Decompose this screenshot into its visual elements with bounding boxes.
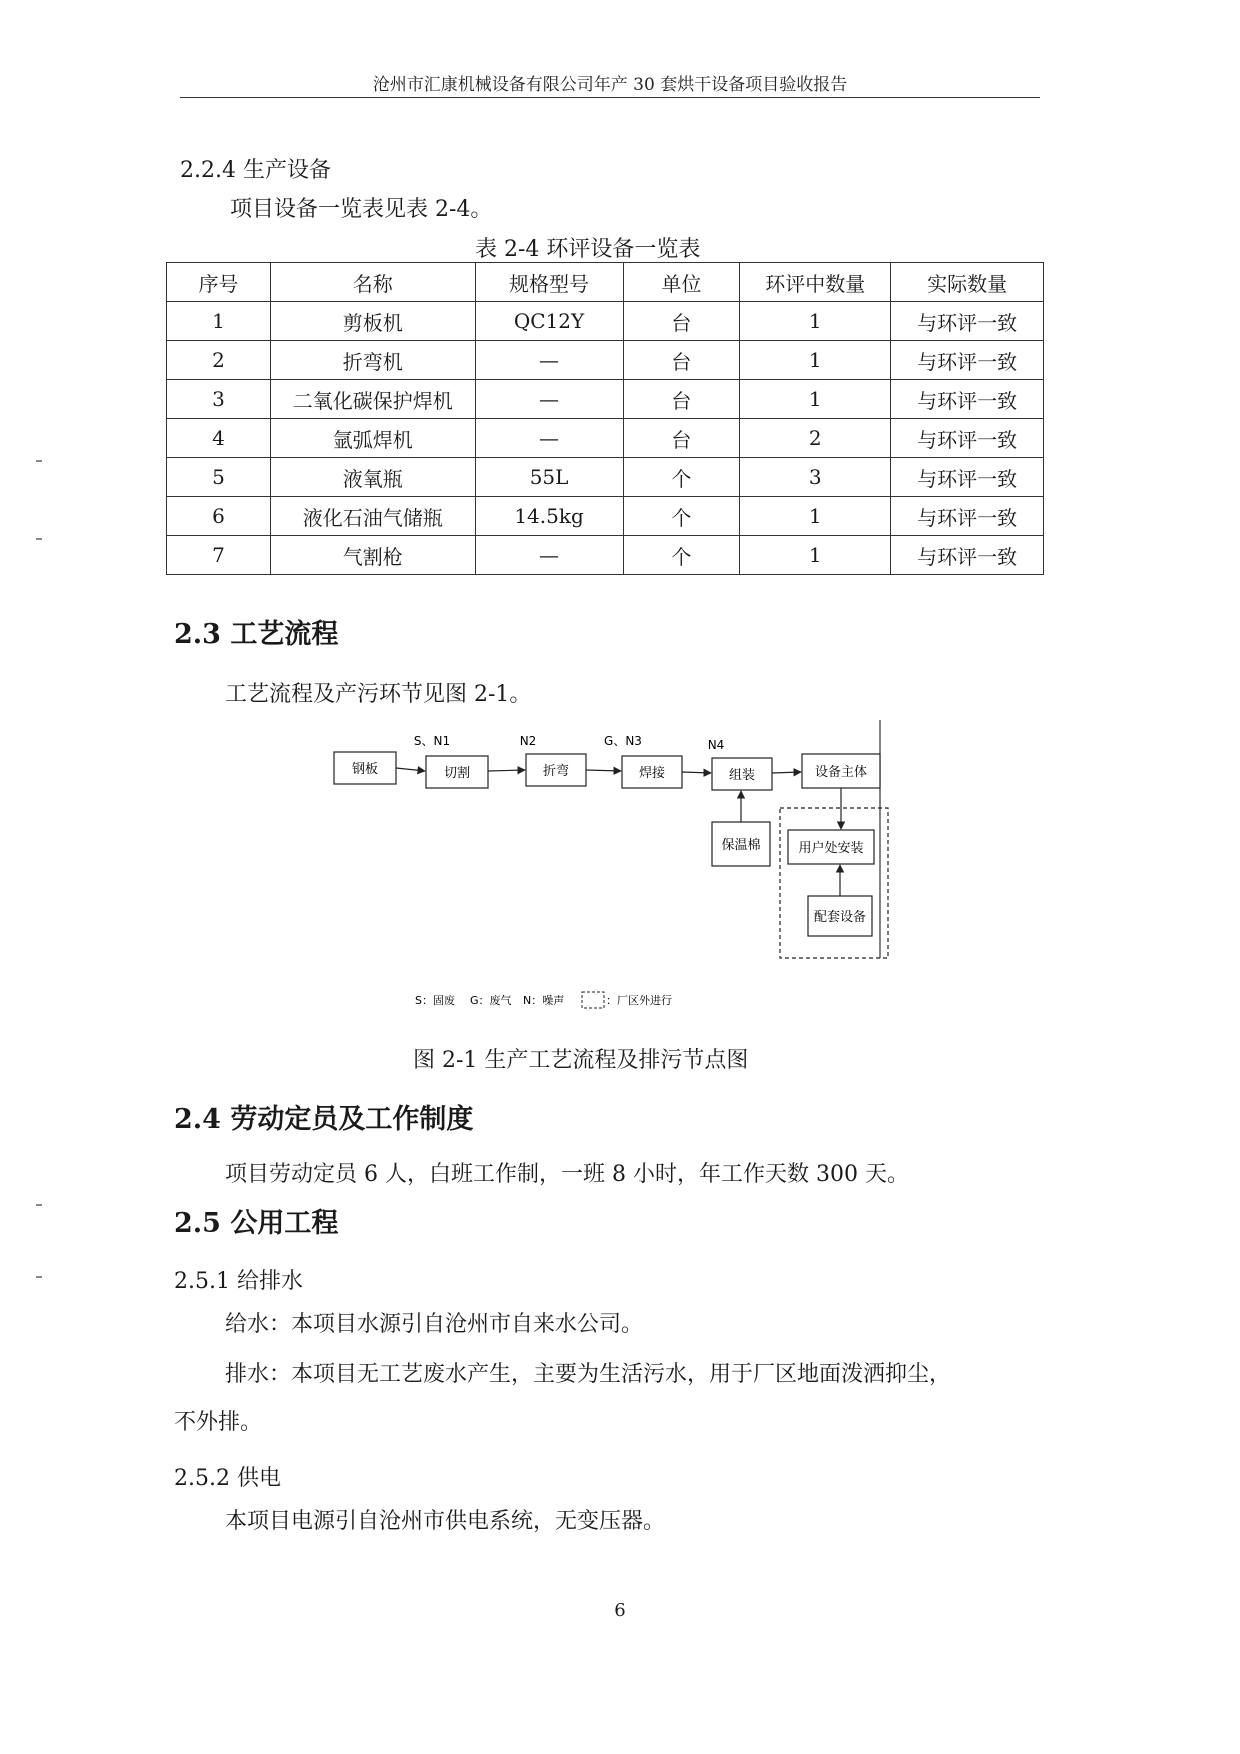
table-cell: 55L [475, 458, 623, 497]
table-cell: 1 [740, 536, 891, 575]
water-supply-text: 给水：本项目水源引自沧州市自来水公司。 [225, 1312, 644, 1337]
pollution-tag-cut: S、N1 [413, 734, 451, 748]
equipment-table [166, 262, 1044, 575]
drainage-text-line1: 排水：本项目无工艺废水产生，主要为生活污水，用于厂区地面泼洒抑尘， [225, 1362, 952, 1387]
table-cell: 2 [740, 419, 891, 458]
table-cell: 台 [623, 302, 740, 341]
section-2-3-heading: 2.3 工艺流程 [174, 619, 339, 650]
scan-mark [36, 1276, 42, 1278]
process-flow-diagram [300, 720, 900, 1010]
legend-exhaust-gas: G：废气 [470, 994, 512, 1007]
drainage-text-line2: 不外排。 [174, 1410, 263, 1435]
table-caption: 表 2-4 环评设备一览表 [475, 237, 701, 262]
header-rule [180, 97, 1040, 98]
table-cell: 7 [167, 536, 271, 575]
pollution-tag-weld: G、N3 [604, 734, 642, 748]
box-bend-label: 折弯 [542, 764, 570, 779]
pollution-tag-assemble: N4 [707, 738, 725, 752]
table-cell: — [475, 380, 623, 419]
scan-mark [36, 460, 42, 462]
page-number: 6 [614, 1600, 626, 1621]
table-row [167, 419, 1044, 458]
table-row [167, 497, 1044, 536]
flow-arrow [772, 772, 801, 773]
power-supply-text: 本项目电源引自沧州市供电系统，无变压器。 [225, 1509, 666, 1534]
staffing-text: 项目劳动定员 6 人，白班工作制，一班 8 小时，年工作天数 300 天。 [225, 1162, 909, 1187]
legend-solid-waste: S：固废 [415, 994, 455, 1007]
section-2-5-heading: 2.5 公用工程 [174, 1208, 339, 1239]
box-main-unit-label: 设备主体 [814, 765, 868, 780]
table-row [167, 458, 1044, 497]
table-cell: 与环评一致 [891, 419, 1044, 458]
col-header: 实际数量 [891, 263, 1044, 302]
table-cell: 1 [167, 302, 271, 341]
table-cell: 3 [740, 458, 891, 497]
table-cell: 与环评一致 [891, 536, 1044, 575]
section-2-4-heading: 2.4 劳动定员及工作制度 [174, 1104, 474, 1135]
col-header: 名称 [270, 263, 475, 302]
table-cell: 氩弧焊机 [270, 419, 475, 458]
table-cell: 折弯机 [270, 341, 475, 380]
box-insulation-label: 保温棉 [721, 838, 761, 853]
box-support-label: 配套设备 [813, 910, 867, 925]
table-cell: 5 [167, 458, 271, 497]
table-cell: — [475, 536, 623, 575]
table-cell: 个 [623, 536, 740, 575]
table-cell: 台 [623, 380, 740, 419]
table-cell: 1 [740, 302, 891, 341]
table-cell: 台 [623, 419, 740, 458]
table-cell: 个 [623, 497, 740, 536]
page-header: 沧州市汇康机械设备有限公司年产 30 套烘干设备项目验收报告 [372, 75, 848, 95]
table-cell: 二氧化碳保护焊机 [270, 380, 475, 419]
col-header: 环评中数量 [740, 263, 891, 302]
table-cell: — [475, 419, 623, 458]
legend-offsite: ：厂区外进行 [606, 994, 672, 1007]
table-cell: 液氧瓶 [270, 458, 475, 497]
table-cell: 与环评一致 [891, 302, 1044, 341]
table-cell: 气割枪 [270, 536, 475, 575]
figure-caption: 图 2-1 生产工艺流程及排污节点图 [413, 1048, 749, 1073]
table-cell: 与环评一致 [891, 341, 1044, 380]
table-header-row [167, 263, 1044, 302]
table-cell: QC12Y [475, 302, 623, 341]
box-assemble-label: 组装 [728, 768, 756, 783]
table-cell: 与环评一致 [891, 497, 1044, 536]
legend-noise: N：噪声 [523, 994, 565, 1007]
flow-arrow [586, 770, 621, 771]
table-cell: 1 [740, 341, 891, 380]
table-row [167, 536, 1044, 575]
flow-arrow [488, 770, 525, 771]
flow-arrow [396, 768, 425, 771]
pollution-tag-bend: N2 [519, 734, 537, 748]
table-cell: 2 [167, 341, 271, 380]
section-2-2-4-heading: 2.2.4 生产设备 [180, 158, 331, 183]
table-row [167, 302, 1044, 341]
scan-mark [36, 538, 42, 540]
table-cell: 3 [167, 380, 271, 419]
table-cell: 液化石油气储瓶 [270, 497, 475, 536]
table-row [167, 380, 1044, 419]
legend-dashed-box-icon [582, 992, 604, 1008]
table-cell: 与环评一致 [891, 380, 1044, 419]
table-cell: 1 [740, 497, 891, 536]
section-2-5-1-heading: 2.5.1 给排水 [174, 1269, 303, 1294]
section-2-5-2-heading: 2.5.2 供电 [174, 1466, 281, 1491]
table-cell: 个 [623, 458, 740, 497]
box-install-label: 用户处安装 [798, 841, 864, 856]
table-cell: 台 [623, 341, 740, 380]
scan-mark [36, 1204, 42, 1206]
table-cell: 1 [740, 380, 891, 419]
table-cell: 6 [167, 497, 271, 536]
box-steel-label: 钢板 [351, 762, 379, 777]
process-intro: 工艺流程及产污环节见图 2-1。 [225, 682, 532, 707]
equipment-intro: 项目设备一览表见表 2-4。 [230, 197, 493, 222]
col-header: 序号 [167, 263, 271, 302]
table-cell: 剪板机 [270, 302, 475, 341]
box-weld-label: 焊接 [638, 766, 666, 781]
flow-arrow [682, 772, 711, 773]
table-cell: 14.5kg [475, 497, 623, 536]
table-cell: 4 [167, 419, 271, 458]
table-cell: 与环评一致 [891, 458, 1044, 497]
table-cell: — [475, 341, 623, 380]
box-cut-label: 切割 [443, 766, 471, 781]
col-header: 规格型号 [475, 263, 623, 302]
col-header: 单位 [623, 263, 740, 302]
table-row [167, 341, 1044, 380]
